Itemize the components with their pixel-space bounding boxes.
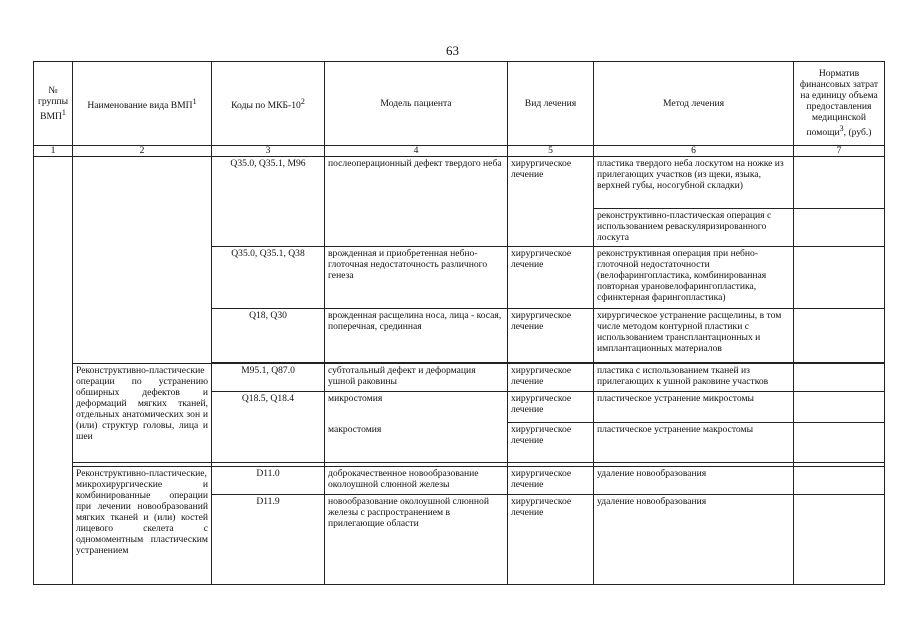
icd-codes-cell: M95.1, Q87.0 [212,364,325,392]
table-row [34,157,885,209]
treatment-type-cell: хирургическое лечение [508,157,594,247]
header-patient-model: Модель пациента [325,62,508,146]
col-number: 1 [34,146,73,157]
icd-codes-cell: Q18, Q30 [212,309,325,363]
patient-model-cell: субтотальный дефект и деформация ушной раковины [325,364,508,392]
cost-cell [794,157,885,209]
page-number: 63 [446,43,459,58]
treatment-method-cell: реконструктивная операция при небно-глоточной недостаточности (велофарингопластика, комбинированная повторная урановелофарингопластика, сфинктерная фарингопластика) [594,247,794,309]
treatment-method-cell: хирургическое устранение расщелины, в том числе методом контурной пластики с использованием трансплантационных и имплантационных материалов [594,309,794,363]
patient-model-cell: врожденная расщелина носа, лица - косая, поперечная, срединная [325,309,508,363]
cost-cell [794,423,885,463]
treatment-type-cell: хирургическое лечение [508,392,594,423]
col-number: 6 [594,146,794,157]
treatment-type-cell: хирургическое лечение [508,364,594,392]
treatment-method-cell: пластическое устранение макростомы [594,423,794,463]
treatment-type-cell: хирургическое лечение [508,309,594,363]
patient-model-cell: макростомия [325,423,508,463]
cost-cell [794,392,885,423]
cost-cell [794,467,885,495]
col-number: 7 [794,146,885,157]
header-group-number: № группы ВМП$^1$ [34,62,73,146]
col-number: 2 [73,146,212,157]
table-row [34,467,885,495]
icd-codes-cell: D11.0 [212,467,325,495]
col-number: 3 [212,146,325,157]
treatment-type-cell: хирургическое лечение [508,495,594,585]
header-vmp-name: Наименование вида ВМП$^1$ [73,62,212,146]
col-number: 5 [508,146,594,157]
patient-model-cell: послеоперационный дефект твердого неба [325,157,508,247]
cost-cell [794,364,885,392]
treatment-type-cell: хирургическое лечение [508,423,594,463]
icd-codes-cell: Q35.0, Q35.1, Q38 [212,247,325,309]
vmp-name-cell: Реконструктивно-пластические операции по устранению обширных дефектов и деформаций мягких тканей, отдельных анатомических зон и (или) структур головы, лица и шеи [73,364,212,463]
treatment-method-cell: пластическое устранение микростомы [594,392,794,423]
treatment-type-cell: хирургическое лечение [508,467,594,495]
patient-model-cell: врожденная и приобретенная небно-глоточная недостаточность различного генеза [325,247,508,309]
header-row [34,62,885,146]
column-number-row [34,146,885,157]
icd-codes-cell: Q18.5, Q18.4 [212,392,325,463]
treatment-method-cell: пластика с использованием тканей из прилегающих к ушной раковине участков [594,364,794,392]
header-treatment-type: Вид лечения [508,62,594,146]
icd-codes-cell: D11.9 [212,495,325,585]
icd-codes-cell: Q35.0, Q35.1, M96 [212,157,325,247]
treatment-method-cell: удаление новообразования [594,467,794,495]
patient-model-cell: доброкачественное новообразование околоушной слюнной железы [325,467,508,495]
header-treatment-method: Метод лечения [594,62,794,146]
header-icd-codes: Коды по МКБ-$10^2$ [212,62,325,146]
cost-cell [794,247,885,309]
header-cost-norm: Норматив финансовых затрат на единицу объема предоставления медицинской помощи$^3$, (руб.) [794,62,885,146]
treatment-method-cell: удаление новообразования [594,495,794,585]
cost-cell [794,209,885,247]
patient-model-cell: микростомия [325,392,508,423]
group-number-cell [34,157,73,585]
vmp-table [33,61,885,585]
treatment-method-cell: реконструктивно-пластическая операция с использованием реваскуляризированного лоскута [594,209,794,247]
cost-cell [794,309,885,363]
cost-cell [794,495,885,585]
treatment-type-cell: хирургическое лечение [508,247,594,309]
vmp-name-cell: Реконструктивно-пластические, микрохирургические и комбинированные операции при лечении новообразований мягких тканей и (или) костей лицевого скелета с одномоментным пластическим устранением [73,467,212,585]
treatment-method-cell: пластика твердого неба лоскутом на ножке из прилегающих участков (из щеки, языка, верхней губы, носогубной складки) [594,157,794,209]
vmp-name-cell [73,157,212,364]
table-row [34,364,885,392]
patient-model-cell: новообразование околоушной слюнной железы с распространением в прилегающие области [325,495,508,585]
col-number: 4 [325,146,508,157]
